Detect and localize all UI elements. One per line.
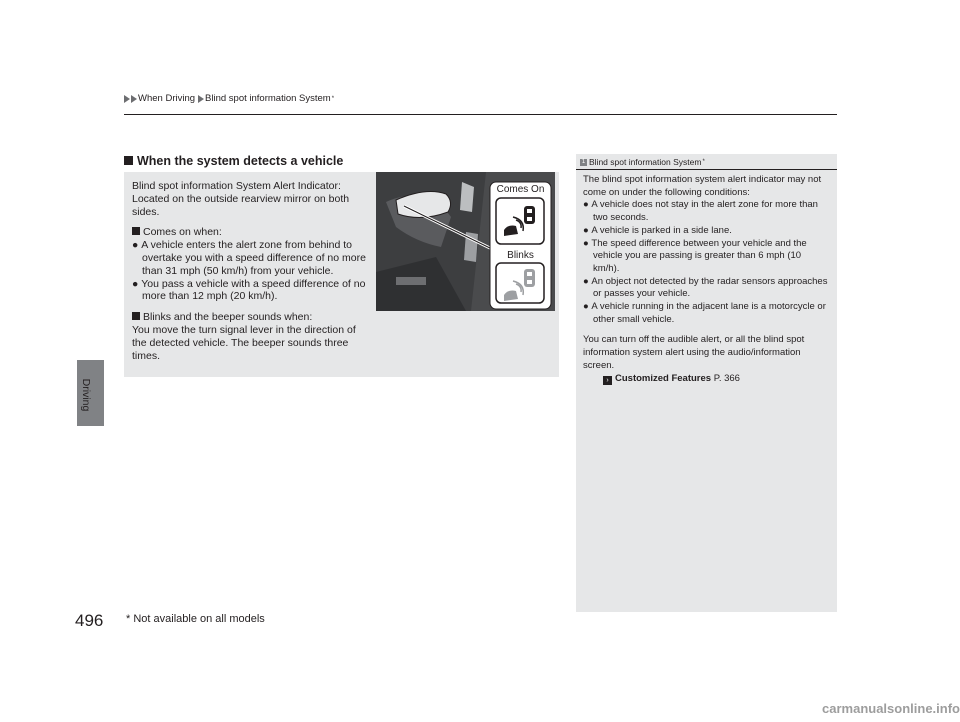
comes-on-title-text: Comes on when: [143, 226, 222, 239]
reference-page[interactable]: P. 366 [713, 372, 740, 384]
blinks-title-text: Blinks and the beeper sounds when: [143, 311, 313, 324]
info-intro: Blind spot information System Alert Indicator: [132, 180, 341, 192]
breadcrumb-arrow-icon [198, 95, 204, 103]
reference-title[interactable]: Customized Features [615, 372, 712, 384]
info-box-text [132, 180, 372, 362]
chapter-label: Driving [80, 378, 92, 412]
square-bullet-icon [132, 227, 140, 235]
list-item: ● A vehicle enters the alert zone from behind to overtake you with a speed difference of no more than 31 mph (50 km/h) from your vehicle. [132, 239, 366, 277]
note-icon: 1 [581, 158, 586, 165]
notes-outro: You can turn off the audible alert, or all the blind spot information system alert using the audio/information screen. [583, 334, 805, 371]
footnote: * Not available on all models [126, 613, 265, 625]
section-heading [124, 154, 343, 168]
breadcrumb-level2[interactable]: Blind spot information System [205, 93, 331, 104]
list-item-text: An object not detected by the radar sensors approaches or passes your vehicle. [591, 275, 828, 300]
section-heading-text: When the system detects a vehicle [137, 154, 344, 168]
notes-title: Blind spot information System [589, 157, 702, 167]
list-item-text: A vehicle enters the alert zone from behind to overtake you with a speed difference of no more than 31 mph (50 km/h) from your vehicle. [141, 239, 366, 277]
notes-intro: The blind spot information system alert indicator may not come on under the following conditions: [583, 174, 822, 198]
reference-arrow-icon: › [603, 376, 612, 385]
breadcrumb-level1[interactable]: When Driving [138, 93, 196, 104]
breadcrumb-asterisk: * [331, 95, 335, 102]
list-item: ● You pass a vehicle with a speed difference of no more than 12 mph (20 km/h). [132, 277, 366, 303]
info-location: Located on the outside rearview mirror on both sides. [132, 192, 350, 218]
breadcrumb-arrow-icon [131, 95, 137, 103]
notes-text [583, 174, 828, 385]
page-number: 496 [75, 611, 104, 630]
header-rule [124, 114, 837, 115]
list-item: ● A vehicle does not stay in the alert zone for more than two seconds. [583, 199, 818, 224]
blinks-text: You move the turn signal lever in the direction of the detected vehicle. The beeper sounds three times. [132, 323, 356, 362]
notes-heading [580, 157, 705, 167]
heading-square-icon [124, 156, 133, 165]
notes-rule [576, 169, 837, 170]
list-item-text: A vehicle does not stay in the alert zone for more than two seconds. [591, 199, 818, 224]
breadcrumb-arrow-icon [124, 95, 130, 103]
blinks-label: Blinks [507, 250, 534, 261]
list-item-text: The speed difference between your vehicle and the vehicle you are passing is greater than 6 mph (10 km/h). [591, 237, 807, 274]
notes-asterisk: * [702, 159, 705, 165]
list-item: ● The speed difference between your vehicle and the vehicle you are passing is greater than 6 mph (10 km/h). [583, 237, 807, 274]
square-bullet-icon [132, 312, 140, 320]
list-item-text: You pass a vehicle with a speed difference of no more than 12 mph (20 km/h). [141, 277, 366, 303]
mirror-illustration [376, 172, 555, 311]
list-item: ● An object not detected by the radar sensors approaches or passes your vehicle. [583, 275, 828, 300]
breadcrumb [124, 93, 334, 104]
blinks-title [132, 311, 372, 324]
list-item: ● A vehicle running in the adjacent lane is a motorcycle or other small vehicle. [583, 301, 826, 325]
list-item-text: A vehicle running in the adjacent lane is a motorcycle or other small vehicle. [591, 301, 826, 325]
list-item: ● A vehicle is parked in a side lane. [583, 224, 732, 236]
comes-on-label: Comes On [496, 184, 545, 195]
list-item-text: A vehicle is parked in a side lane. [591, 224, 732, 236]
comes-on-title [132, 226, 372, 239]
cross-reference[interactable] [583, 373, 828, 386]
watermark: carmanualsonline.info [822, 701, 960, 716]
